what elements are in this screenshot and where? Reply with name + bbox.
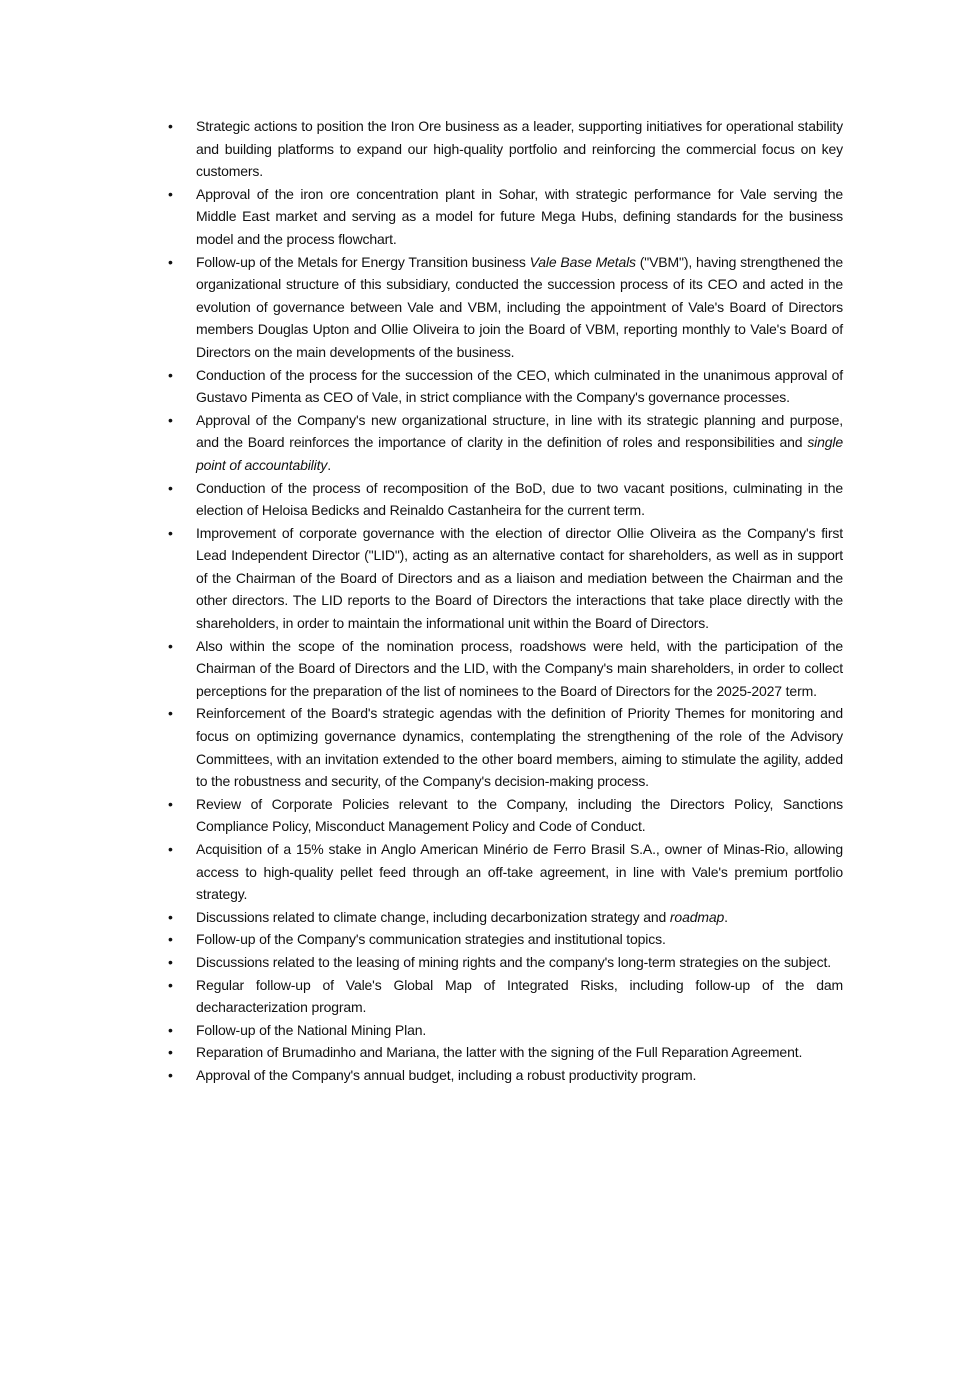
list-item — [168, 1064, 843, 1087]
list-item — [168, 635, 843, 703]
bullet-icon: • — [168, 253, 173, 270]
bullet-icon: • — [168, 1021, 173, 1038]
list-item — [168, 409, 843, 477]
bullet-icon: • — [168, 637, 173, 654]
list-item — [168, 115, 843, 183]
list-item — [168, 974, 843, 1019]
bullet-icon: • — [168, 185, 173, 202]
item-text: Strategic actions to position the Iron Ore business as a leader, supporting initiatives for operational stability and building platforms to expand our high-quality portfolio and reinforcing the commercial focus on key customers. — [196, 118, 843, 180]
item-text: Acquisition of a 15% stake in Anglo American Minério de Ferro Brasil S.A., owner of Minas-Rio, allowing access to high-quality pellet feed through an off-take agreement, in line with Vale's premium portfolio strategy. — [196, 841, 843, 903]
bullet-icon: • — [168, 366, 173, 383]
list-item — [168, 1019, 843, 1042]
bullet-icon: • — [168, 976, 173, 993]
item-text: Review of Corporate Policies relevant to the Company, including the Directors Policy, Sanctions Compliance Policy, Misconduct Management Policy and Code of Conduct. — [196, 795, 843, 835]
bullet-list — [168, 115, 843, 1087]
item-text: Follow-up of the Company's communication strategies and institutional topics. — [196, 931, 666, 948]
item-text: Reparation of Brumadinho and Mariana, the latter with the signing of the Full Reparation Agreement. — [196, 1044, 803, 1061]
list-item — [168, 793, 843, 838]
item-text: Improvement of corporate governance with the election of director Ollie Oliveira as the Company's first Lead Independent Director ("LID"), acting as an alternative contact for shareholders, as well as in support of the Chairman of the Board of Directors and as a liaison and mediation between the Chairman and the other directors. The LID reports to the Board of Directors the interactions that take place directly with the shareholders, in order to maintain the informational unit within the Board of Directors. — [196, 524, 843, 632]
list-item — [168, 928, 843, 951]
list-item — [168, 951, 843, 974]
bullet-icon: • — [168, 705, 173, 722]
list-item — [168, 183, 843, 251]
bullet-icon: • — [168, 953, 173, 970]
bullet-icon: • — [168, 1044, 173, 1061]
item-text: . — [327, 456, 331, 473]
bullet-icon: • — [168, 931, 173, 948]
item-text: Approval of the Company's annual budget, including a robust productivity program. — [196, 1066, 697, 1083]
bullet-icon: • — [168, 841, 173, 857]
list-item — [168, 477, 843, 522]
item-text: . — [724, 908, 728, 925]
italic-text: roadmap — [669, 908, 725, 925]
list-item — [168, 522, 843, 635]
list-item — [168, 364, 843, 409]
list-item — [168, 1041, 843, 1064]
italic-text: Vale Base Metals — [529, 253, 636, 270]
item-text: Discussions related to the leasing of mining rights and the company's long-term strategies on the subject. — [196, 953, 832, 970]
italic-text: single point of accountability — [196, 434, 843, 473]
bullet-icon: • — [168, 795, 173, 812]
item-text: Conduction of the process for the succession of the CEO, which culminated in the unanimous approval of Gustavo Pimenta as CEO of Vale, in strict compliance with the Company's governance processes. — [196, 366, 843, 406]
item-text: Discussions related to climate change, including decarbonization strategy and — [196, 908, 670, 925]
list-item — [168, 702, 843, 792]
list-item — [168, 251, 843, 364]
list-item — [168, 838, 843, 906]
item-text: Conduction of the process of recomposition of the BoD, due to two vacant positions, culminating in the election of Heloisa Bedicks and Reinaldo Castanheira for the current term. — [196, 479, 843, 519]
bullet-icon: • — [168, 1066, 173, 1083]
bullet-icon: • — [168, 479, 173, 496]
item-text: Also within the scope of the nomination process, roadshows were held, with the participation of the Chairman of the Board of Directors and the LID, with the Company's main shareholders, in order to collect perceptions for the preparation of the list of nominees to the Board of Directors for the 2025-2027 term. — [196, 637, 843, 699]
bullet-icon: • — [168, 908, 173, 925]
bullet-icon: • — [168, 411, 173, 428]
item-text: ("VBM"), having strengthened the organizational structure of this subsidiary, conducted the succession process of its CEO and acted in the evolution of governance between Vale and VBM, including the appointment of Vale's Board of Directors members Douglas Upton and Ollie Oliveira to join the Board of VBM, reporting monthly to Vale's Board of Directors on the main developments of the business. — [196, 253, 843, 360]
item-text: Approval of the iron ore concentration plant in Sohar, with strategic performance for Vale serving the Middle East market and serving as a model for future Mega Hubs, defining standards for the business model and the process flowchart. — [196, 185, 843, 247]
list-item — [168, 906, 843, 929]
bullet-icon: • — [168, 524, 173, 541]
item-text: Follow-up of the Metals for Energy Transition business — [196, 253, 530, 270]
bullet-icon: • — [168, 118, 173, 134]
item-text: Regular follow-up of Vale's Global Map of Integrated Risks, including follow-up of the dam decharacterization program. — [196, 976, 843, 1016]
item-text: Approval of the Company's new organizational structure, in line with its strategic planning and purpose, and the Board reinforces the importance of clarity in the definition of roles and responsibilities and — [196, 411, 843, 451]
item-text: Reinforcement of the Board's strategic agendas with the definition of Priority Themes for monitoring and focus on optimizing governance dynamics, contemplating the strengthening of the role of the Advisory Committees, with an invitation extended to the other board members, aiming to stimulate the agility, added to the robustness and security, of the Company's decision-making process. — [196, 705, 843, 790]
item-text: Follow-up of the National Mining Plan. — [196, 1021, 427, 1038]
